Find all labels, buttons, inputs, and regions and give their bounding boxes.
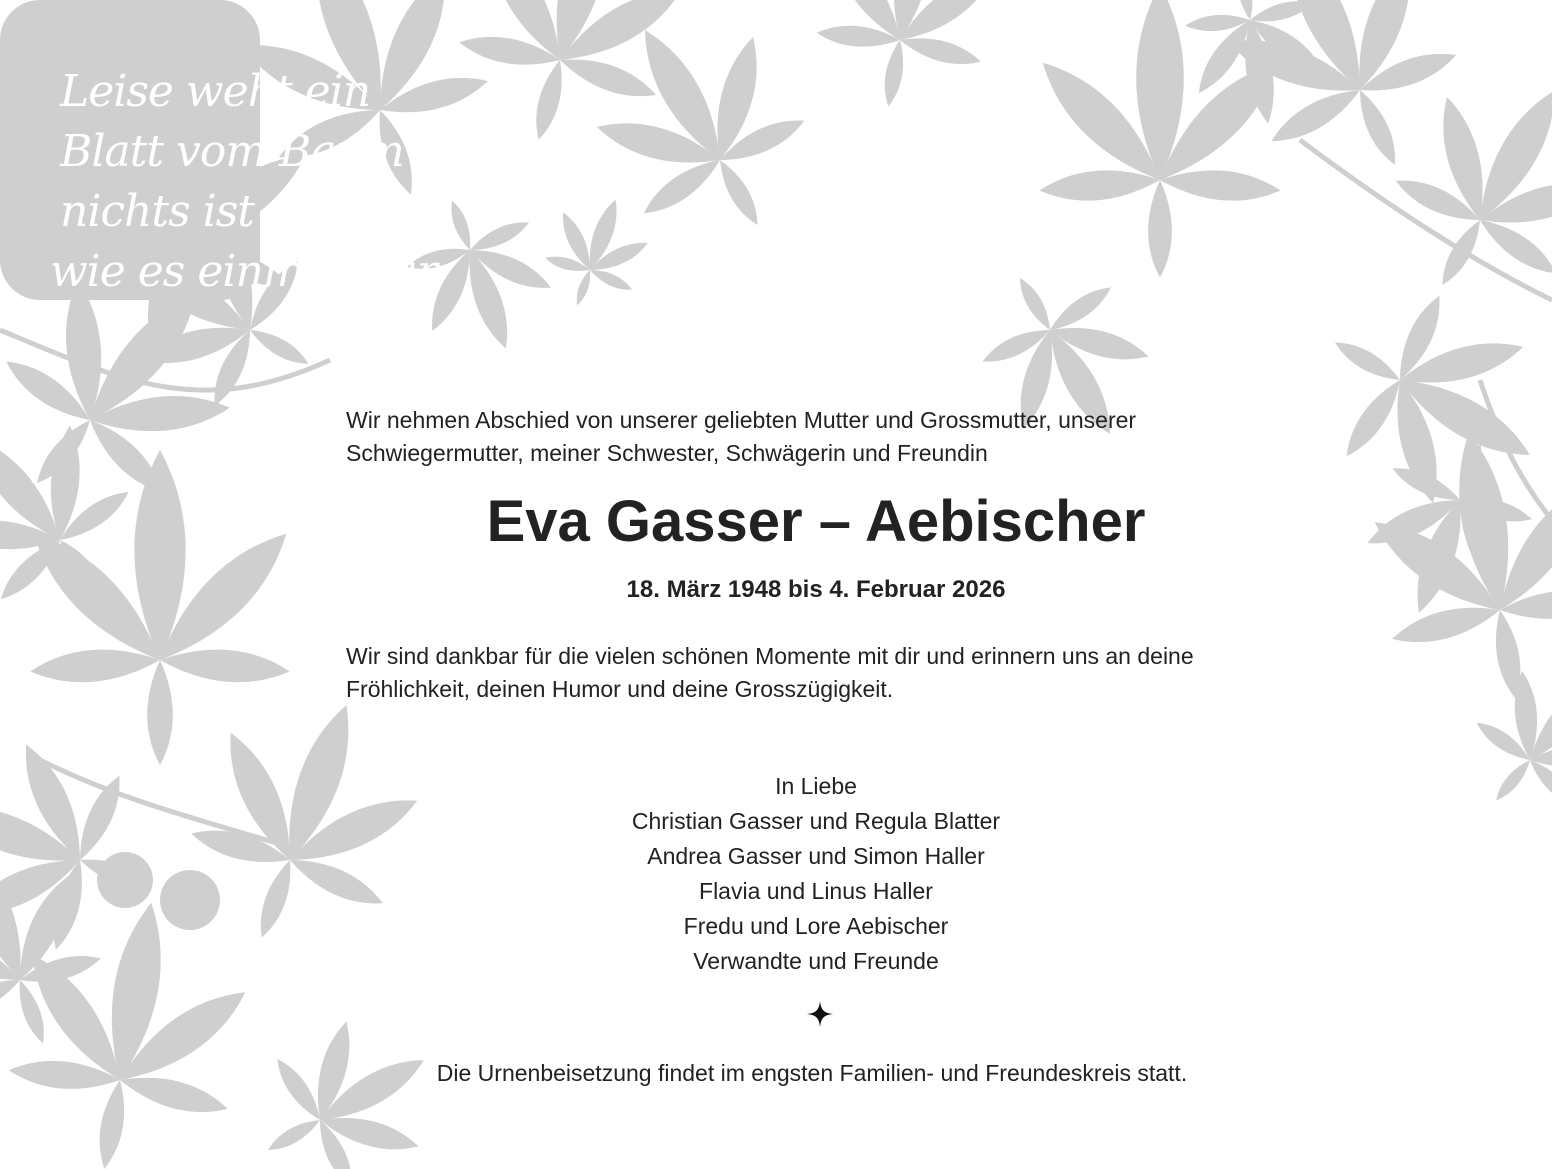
poem-line: Blatt vom Baum und — [60, 126, 499, 177]
intro-line: Schwiegermutter, meiner Schwester, Schwägerin und Freundin — [346, 440, 988, 466]
four-point-star-icon — [806, 1000, 834, 1028]
poem-line: Leise weht ein — [60, 66, 371, 117]
deceased-name: Eva Gasser – Aebischer — [486, 489, 1146, 554]
signer-name: Flavia und Linus Haller — [699, 878, 933, 904]
intro-text — [346, 404, 1306, 470]
poem-line: wie es einmal war — [50, 246, 437, 297]
intro-line: Wir nehmen Abschied von unserer geliebten Mutter und Grossmutter, unserer — [346, 407, 1137, 433]
signer-name: Fredu und Lore Aebischer — [683, 913, 949, 939]
signers-heading: In Liebe — [775, 773, 857, 799]
thanks-line: Wir sind dankbar für die vielen schönen Momente mit dir und erinnern uns an deine — [346, 643, 1194, 669]
closing-note: Die Urnenbeisetzung findet im engsten Familien- und Freundeskreis statt. — [436, 1060, 1188, 1086]
life-dates: 18. März 1948 bis 4. Februar 2026 — [626, 576, 1006, 603]
poem — [50, 62, 499, 302]
thanks-text — [346, 640, 1346, 706]
thanks-line: Fröhlichkeit, deinen Humor und deine Grosszügigkeit. — [346, 676, 894, 702]
poem-line: nichts ist mehr so, — [60, 186, 454, 237]
signer-name: Andrea Gasser und Simon Haller — [647, 843, 985, 869]
signer-name: Verwandte und Freunde — [693, 948, 939, 974]
signers-block — [40, 769, 1552, 979]
signer-name: Christian Gasser und Regula Blatter — [631, 808, 1001, 834]
